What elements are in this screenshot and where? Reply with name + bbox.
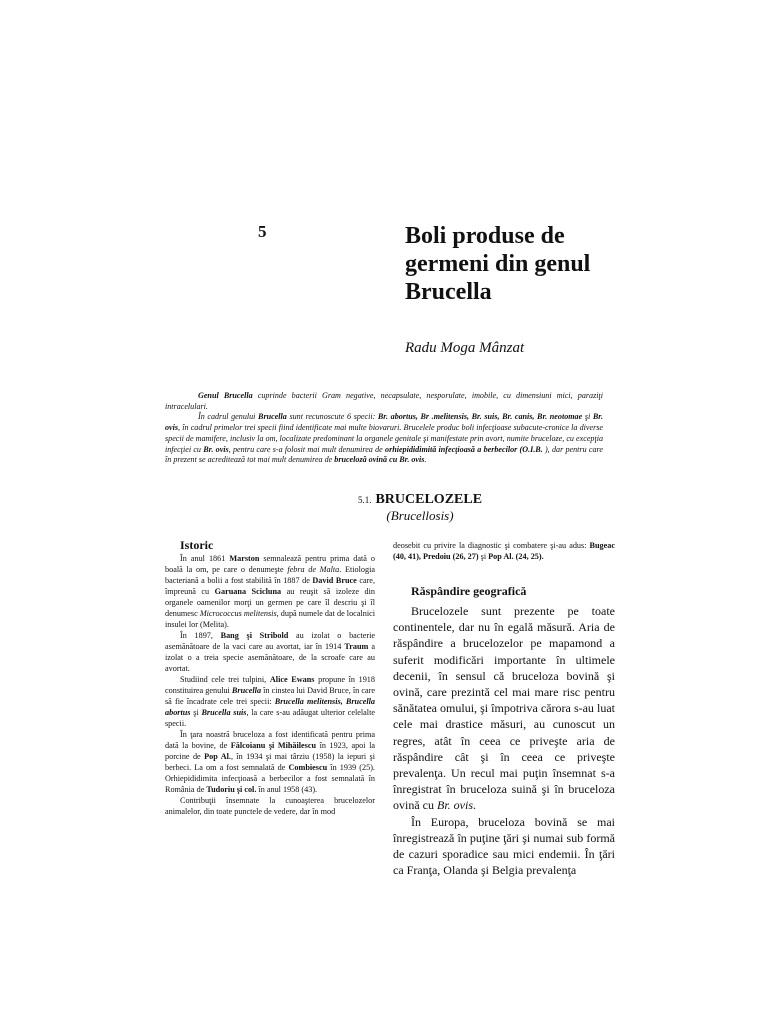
body-text: care, împreună cu [165, 576, 375, 596]
body-text: semnalează pentru prima dată o boală la om, pe care o denumeşte [165, 554, 375, 574]
abstract-text: , în cadrul primelor trei specii fiind identificate mai multe biovaruri. Brucelele produc boli infecţioase subacute-cronice la diverse specii de mamifere, inclusiv la om, localizate predominant la organele genitale şi manifestate prin avort, numite bruceloze, cu excepţia infecţiei cu [165, 423, 603, 454]
body-text: în anul 1958 (43). [256, 785, 318, 794]
chapter-title [405, 222, 635, 306]
section-title: BRUCELOZELE [375, 492, 483, 507]
body-text: Garuana Scicluna [214, 587, 282, 596]
left-column [165, 540, 375, 817]
abstract-paragraph [165, 412, 603, 466]
body-text: Tudoriu şi col. [206, 785, 257, 794]
body-text: în 1939 (25). Orhiepididimita infecţioasă a berbecilor a fost semnalată în România de [165, 763, 375, 794]
author-name: Radu Moga Mânzat [405, 340, 525, 356]
body-text: şi [190, 708, 202, 717]
body-text: Brucelozele sunt prezente pe toate continentele, dar nu în egală măsură. Aria de răspândire a brucelozelor pe mapamond a suferit modificări importante în ultimele decenii, în sensul că bruceloza bovină şi ovină, care prezintă cel mai mare risc pentru sănătatea omului, şi împotriva cărora s-au luat cele mai drastice măsuri, au cunoscut un regres, atât în ceea ce priveşte aria de răspândire cât şi în ceea ce priveşte prevalenţa. Un recul mai puţin însemnat s-a înregistrat în bruceloza suină şi în bruceloza ovină cu [393, 604, 615, 813]
body-text: În 1897, [180, 631, 221, 640]
body-text: Combiescu [288, 763, 328, 772]
section-subtitle: (Brucellosis) [386, 508, 454, 523]
body-text: deosebit cu privire la diagnostic şi combatere şi-au adus: [393, 541, 590, 550]
section-heading [200, 490, 640, 524]
body-paragraph [165, 553, 375, 630]
body-text: Marston [229, 554, 260, 563]
body-paragraph: În Europa, bruceloza bovină se mai înregistrează în puţine ţări şi numai sub formă de cazuri sporadice sau mici endemii. În ţări ca Franţa, Olanda şi Belgia prevalenţa [393, 814, 615, 878]
body-text: . [473, 798, 476, 813]
chapter-title-line: germeni din genul [405, 251, 591, 277]
chapter-title-line: Boli produse de [405, 223, 565, 249]
body-text: a izolat o a treia specie asemănătoare, de la scroafe care au avortat. [165, 642, 375, 673]
body-text: Pop Al. (24, 25). [488, 552, 544, 561]
body-text: în 1923, apoi la porcine de [165, 741, 375, 761]
chapter-title-line: Brucella [405, 279, 492, 305]
abstract-text: , pentru care s-a folosit mai mult denumirea de [228, 444, 386, 454]
abstract-text: Brucella [258, 412, 287, 422]
body-paragraph [393, 540, 615, 562]
abstract-text: . [424, 455, 427, 465]
abstract-text: Genul Brucella [198, 391, 253, 400]
abstract-text: Br. ovis [165, 412, 603, 433]
body-paragraph [165, 630, 375, 674]
abstract-text: şi [582, 412, 593, 422]
body-text: În anul 1861 [180, 554, 230, 563]
section-number: 5.1. [357, 495, 372, 505]
body-text: Brucella melitensis, Brucella abortus [165, 697, 375, 717]
body-text: în cinstea lui David Bruce, în care să fie încadrate cele trei specii: [165, 686, 375, 706]
body-text: şi [478, 552, 489, 561]
abstract-text: orhiepididimită infecţioasă a berbecilor (O.I.B. [385, 444, 543, 454]
body-text: Bang şi Stribold [220, 631, 289, 640]
abstract-paragraph [165, 391, 603, 412]
body-text: au reuşit să izoleze din organele oamenilor morţi un germen pe care îl descriu şi îl denumesc [165, 587, 375, 618]
body-text: , după numele dat de localnici insulei lor (Melita). [165, 609, 375, 629]
body-text: au izolat o bacterie asemănătoare de la vaci care au avortat, iar în 1914 [165, 631, 375, 651]
body-text: propune în 1918 constituirea genului [165, 675, 375, 695]
abstract-text: Br. abortus, Br .melitensis, Br. suis, Br. canis, Br. neotomae [377, 412, 583, 422]
abstract-text: Br. ovis [203, 444, 229, 454]
chapter-number: 5 [258, 222, 267, 241]
subheading-raspandire: Răspândire geografică [411, 584, 527, 598]
body-text: Traum [344, 642, 369, 651]
body-text: , la care s-au adăugat ulterior celelalte specii. [165, 708, 375, 728]
abstract [165, 391, 603, 466]
body-text: Alice Ewans [269, 675, 315, 684]
abstract-text: În cadrul genului [198, 412, 259, 422]
body-text: Micrococcus melitensis [199, 609, 277, 618]
body-text: . Etiologia bacteriană a bolii a fost stabilită în 1887 de [165, 565, 375, 585]
body-paragraph [165, 674, 375, 729]
subheading-istoric: Istoric [180, 538, 214, 552]
body-text: Bugeac (40, 41), Predoiu (26, 27) [393, 541, 615, 561]
body-text: Brucella [231, 686, 262, 695]
body-text: Pop Al. [204, 752, 231, 761]
body-text: febra de Malta [287, 565, 340, 574]
body-paragraph [165, 729, 375, 795]
body-text: Studiind cele trei tulpini, [180, 675, 270, 684]
body-text: În ţara noastră bruceloza a fost identificată pentru prima dată la bovine, de [165, 730, 375, 750]
right-column [393, 540, 615, 878]
body-paragraph: Contribuţii însemnate la cunoaşterea brucelozelor animalelor, din toate punctele de vedere, dar în mod [165, 796, 375, 816]
body-paragraph [393, 603, 615, 814]
abstract-text: sunt recunoscute 6 specii: [286, 412, 378, 422]
body-text: , în 1934 şi mai târziu (1958) la iepuri şi berbeci. La om a fost semnalată de [165, 752, 376, 772]
abstract-text: cuprinde bacterii Gram negative, necapsulate, nesporulate, imobile, cu dimensiuni mici, paraziţi intracelulari. [165, 391, 603, 411]
abstract-text: bruceloză ovină cu Br. ovis [334, 455, 425, 465]
body-text: Br. ovis [437, 798, 473, 813]
body-text: David Bruce [312, 576, 357, 585]
abstract-text: ), dar pentru care în prezent se acreditează tot mai mult denumirea de [165, 444, 603, 465]
body-text: Fălcoianu şi Mihăilescu [230, 741, 317, 750]
body-text: Brucella suis [201, 708, 247, 717]
